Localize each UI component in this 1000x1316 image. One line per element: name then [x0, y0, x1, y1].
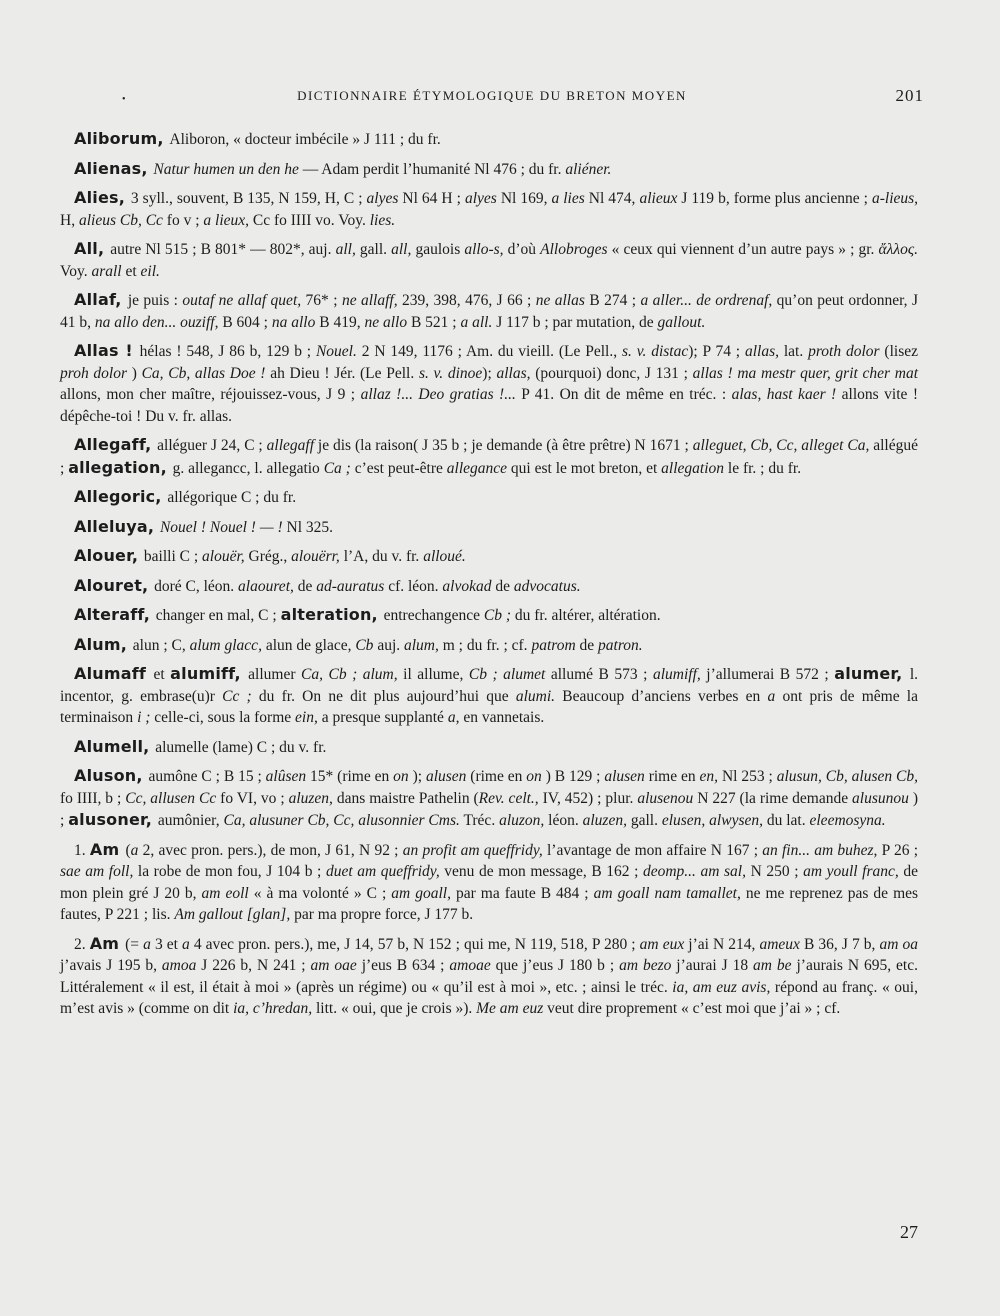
- entry-text: hélas ! 548, J 86 b, 129 b ;: [139, 343, 316, 360]
- entry-alum: [60, 634, 918, 657]
- italic-text: sae am foll,: [60, 863, 134, 880]
- entry-text: J 117 b ; par mutation, de: [492, 313, 658, 331]
- entry-text: ah Dieu ! Jér. (Le Pell.: [265, 364, 419, 382]
- entry-text: J 119 b, forme plus ancienne ;: [677, 190, 872, 207]
- headword: Am: [89, 839, 126, 859]
- italic-text: am goall nam tamallet,: [593, 884, 741, 902]
- italic-text: gallout.: [657, 313, 706, 331]
- entry-text: par ma faute B 484 ;: [450, 884, 594, 902]
- entry-text: aumône C ; B 15 ;: [148, 768, 266, 785]
- italic-text: allegation: [661, 459, 725, 477]
- entry-text: répond au franç. « oui, m’est avis » (comme on dit: [60, 978, 918, 1017]
- dictionary-body: [60, 128, 918, 1027]
- entry-text: changer en mal, C ;: [155, 607, 281, 624]
- italic-text: ameux: [759, 935, 800, 953]
- entry-text: a presque supplanté: [317, 709, 448, 726]
- italic-text: Cb ;: [483, 607, 512, 624]
- entry-text: rime en: [644, 768, 700, 785]
- italic-text: Cc ;: [222, 687, 252, 705]
- italic-text: Am gallout [glan],: [174, 906, 291, 923]
- italic-text: allas,: [744, 343, 779, 360]
- italic-text: ne allo: [364, 313, 408, 331]
- headword: alumer,: [834, 664, 910, 683]
- entry-text: j’aurais N 695, etc. Littéralement « il est, il était à moi » (après un régime) ou « qu’il est à moi », etc. ; ainsi le tréc.: [60, 957, 918, 996]
- entry-text: litt. « oui, que je crois »).: [312, 1000, 477, 1017]
- entry-text: je dis (la raison( J 35 b ; je demande (à être prêtre) N 1671 ;: [314, 437, 693, 454]
- entry-text: 1.: [74, 841, 90, 859]
- italic-text: ein,: [295, 709, 318, 726]
- headword: Alumell,: [74, 736, 156, 756]
- entry-text: celle-ci, sous la forme: [150, 709, 296, 726]
- entry-text: allégorique C ; du fr.: [167, 489, 297, 506]
- italic-text: a: [143, 935, 151, 953]
- italic-text: duet am queffridy,: [325, 863, 440, 880]
- italic-text: Cb ; alumet: [468, 666, 546, 683]
- entry-text: veut dire proprement « c’est moi que j’ai » ; cf.: [543, 1000, 841, 1017]
- headword: Alleluya,: [74, 516, 160, 536]
- entry-text: );: [408, 768, 426, 785]
- entry-text: allégué ;: [60, 437, 918, 477]
- italic-text: a: [182, 935, 190, 953]
- italic-text: s. v. dinoe: [418, 364, 483, 382]
- entry-text: du fr. altérer, altération.: [511, 607, 661, 624]
- entry-text: ): [127, 364, 142, 382]
- italic-text: aluzen,: [582, 812, 627, 829]
- italic-text: na allo: [271, 313, 316, 331]
- entry-text: aumônier,: [157, 812, 224, 829]
- italic-text: alumi.: [515, 687, 556, 705]
- entry-text: gaulois: [411, 241, 465, 258]
- headword: Aluson,: [74, 766, 149, 785]
- italic-text: a all.: [460, 313, 493, 331]
- headword: Alum,: [74, 634, 133, 654]
- entry-allas: [60, 340, 918, 427]
- headword: allegation,: [68, 457, 173, 477]
- italic-text: a lieux,: [203, 211, 250, 229]
- italic-text: alum,: [404, 636, 439, 654]
- headword: Allegaff,: [74, 435, 158, 454]
- italic-text: Rev. celt.,: [478, 789, 539, 807]
- italic-text: a aller... de ordrenaf,: [640, 292, 773, 309]
- italic-text: aliéner.: [565, 160, 612, 178]
- entry-text: gall.: [355, 241, 392, 258]
- entry-text: alun ; C,: [132, 636, 190, 654]
- entry-text: 2.: [74, 935, 90, 953]
- italic-text: allegaff: [266, 437, 314, 454]
- headword: Allaf,: [74, 290, 128, 309]
- italic-text: eil.: [140, 262, 160, 280]
- italic-text: Ca, Cb ; alum,: [301, 666, 398, 683]
- italic-text: a: [767, 687, 776, 705]
- entry-text: qui est le mot breton, et: [507, 459, 662, 477]
- entry-all: [60, 238, 918, 282]
- entry-text: d’où: [503, 241, 541, 258]
- italic-text: allegance: [446, 459, 508, 477]
- entry-text: que j’eus J 180 b ;: [490, 957, 620, 974]
- entry-text: (lisez: [879, 343, 918, 360]
- entry-text: ont pris de même la terminaison: [60, 687, 918, 726]
- entry-alleluya: [60, 516, 918, 539]
- italic-text: alyes: [366, 190, 399, 207]
- italic-text: am eux: [639, 935, 685, 953]
- italic-text: am oae: [310, 957, 357, 974]
- italic-text: alusen: [604, 768, 645, 785]
- italic-text: alumiff,: [652, 666, 701, 683]
- entry-aliborum: [60, 128, 918, 151]
- header-dot: •: [122, 94, 128, 105]
- entry-text: de: [575, 636, 599, 654]
- entry-text: allumer: [248, 666, 301, 683]
- entry-am2: [60, 933, 918, 1020]
- italic-text: an fin... am buhez,: [762, 841, 878, 859]
- entry-text: la robe de mon fou, J 104 b ;: [133, 863, 326, 880]
- entry-text: B 604 ;: [218, 313, 272, 331]
- italic-text: Nouel.: [315, 343, 357, 360]
- entry-text: P 26 ;: [877, 841, 918, 859]
- entry-text: B 36, J 7 b,: [799, 935, 880, 953]
- italic-text: Natur humen un den he: [153, 160, 299, 178]
- italic-text: on: [526, 768, 542, 785]
- italic-text: i ;: [137, 709, 151, 726]
- entry-text: Nl 253 ;: [718, 768, 777, 785]
- italic-text: elusen, alwysen,: [661, 812, 763, 829]
- italic-text: Nouel ! Nouel ! — !: [159, 518, 283, 536]
- italic-text: alusun, Cb, alusen Cb,: [776, 768, 918, 785]
- italic-text: ia, c’hredan,: [233, 1000, 313, 1017]
- entry-text: (=: [125, 935, 144, 953]
- entry-text: 15* (rime en: [306, 768, 394, 785]
- entry-text: 3 syll., souvent, B 135, N 159, H, C ;: [130, 190, 367, 207]
- entry-text: B 419,: [315, 313, 365, 331]
- entry-text: venu de mon message, B 162 ;: [439, 863, 643, 880]
- entry-allaf: [60, 289, 918, 333]
- headword: alumiff,: [170, 664, 249, 683]
- entry-text: ) B 129 ;: [541, 768, 605, 785]
- entry-text: du fr. On ne dit plus aujourd’hui que: [251, 687, 516, 705]
- entry-text: le fr. ; du fr.: [724, 459, 802, 477]
- italic-text: amoa: [161, 957, 197, 974]
- italic-text: on: [393, 768, 409, 785]
- italic-text: alieus Cb, Cc: [78, 211, 163, 229]
- running-title: DICTIONNAIRE ÉTYMOLOGIQUE DU BRETON MOYEN: [297, 88, 687, 103]
- entry-text: H,: [60, 211, 79, 229]
- entry-text: j’ai N 214,: [684, 935, 760, 953]
- headword: Am: [89, 933, 126, 953]
- entry-text: alumelle (lame) C ; du v. fr.: [155, 738, 327, 756]
- running-header: [60, 86, 924, 110]
- italic-text: all,: [391, 241, 412, 258]
- italic-text: deomp... am sal,: [642, 863, 746, 880]
- entry-text: 76* ;: [301, 292, 342, 309]
- entry-text: fo VI, vo ;: [216, 789, 289, 807]
- headword: Alouret,: [74, 575, 155, 595]
- entry-alumaff: [60, 663, 918, 729]
- italic-text: allo-s,: [464, 241, 504, 258]
- page-number: 201: [895, 86, 924, 105]
- entry-text: 4 avec pron. pers.), me, J 14, 57 b, N 152 ; qui me, N 119, 518, P 280 ;: [189, 935, 640, 953]
- entry-text: Voy.: [60, 262, 92, 280]
- entry-text: 2 N 149, 1176 ; Am. du vieill. (Le Pell.,: [356, 343, 622, 360]
- entry-text: j’allumerai B 572 ;: [700, 666, 835, 683]
- entry-alouret: [60, 575, 918, 598]
- entry-text: Nl 325.: [282, 518, 334, 536]
- entry-text: l’A, du v. fr.: [339, 548, 424, 565]
- headword: Allegoric,: [74, 487, 168, 506]
- entry-text: (pourquoi) donc, J 131 ;: [530, 364, 693, 382]
- entry-text: ne me reprenez pas de mes fautes, P 221 ; lis.: [60, 884, 919, 923]
- entry-text: Cc fo IIII vo. Voy.: [249, 211, 370, 229]
- entry-text: 3 et: [150, 935, 183, 953]
- italic-text: Me am euz: [476, 1000, 544, 1017]
- entry-text: doré C, léon.: [154, 577, 239, 595]
- italic-text: ne allas: [535, 292, 585, 309]
- entry-text: léon.: [544, 812, 583, 829]
- entry-text: alun de glace,: [261, 636, 356, 654]
- italic-text: alouërr,: [291, 548, 340, 565]
- italic-text: alusenou: [637, 789, 694, 807]
- entry-text: N 227 (la rime demande: [693, 789, 853, 807]
- entry-text: et: [121, 262, 141, 280]
- italic-text: Ca ;: [323, 459, 351, 477]
- entry-text: lat.: [779, 343, 809, 360]
- entry-allegoric: [60, 486, 918, 509]
- entry-text: J 226 b, N 241 ;: [196, 957, 311, 974]
- entry-text: ) ;: [60, 789, 918, 829]
- italic-text: all,: [335, 241, 356, 258]
- entry-text: IV, 452) ; plur.: [538, 789, 638, 807]
- entry-text: Tréc.: [459, 812, 500, 829]
- headword: Allas !: [74, 341, 140, 360]
- entry-text: du lat.: [763, 812, 810, 829]
- entry-text: g. allegancc, l. allegatio: [172, 459, 324, 477]
- italic-text: alyes: [464, 190, 497, 207]
- italic-text: an profit am queffridy,: [402, 841, 543, 859]
- italic-text: patron.: [598, 636, 643, 654]
- italic-text: allaz !... Deo gratias !...: [360, 386, 516, 403]
- entry-text: — Adam perdit l’humanité Nl 476 ; du fr.: [298, 160, 566, 178]
- italic-text: advocatus.: [513, 577, 581, 595]
- entry-text: 2, avec pron. pers.), de mon, J 61, N 92 ;: [138, 841, 403, 859]
- italic-text: ἄλλος.: [878, 241, 918, 258]
- entry-text: allons vite ! dépêche-toi ! Du v. fr. allas.: [60, 386, 918, 425]
- italic-text: arall: [91, 262, 122, 280]
- entry-allegaff: [60, 434, 918, 479]
- italic-text: lies.: [369, 211, 396, 229]
- italic-text: a: [130, 841, 139, 859]
- italic-text: ia, am euz avis,: [672, 978, 771, 996]
- entry-text: et: [153, 666, 171, 683]
- italic-text: alûsen: [265, 768, 307, 785]
- italic-text: ad-auratus: [316, 577, 385, 595]
- entry-text: j’aurai J 18: [671, 957, 754, 974]
- italic-text: eleemosyna.: [809, 812, 886, 829]
- italic-text: s. v. distac: [621, 343, 689, 360]
- entry-text: de: [491, 577, 514, 595]
- entry-text: Nl 169,: [496, 190, 552, 207]
- italic-text: am bezo: [619, 957, 672, 974]
- entry-text: Beaucoup d’anciens verbes en: [555, 687, 768, 705]
- entry-text: fo v ;: [162, 211, 204, 229]
- entry-text: cf. léon.: [384, 577, 443, 595]
- italic-text: am oa: [879, 935, 919, 953]
- italic-text: alouër,: [202, 548, 245, 565]
- italic-text: allas,: [496, 364, 531, 382]
- entry-text: autre Nl 515 ; B 801* — 802*, auj.: [110, 241, 336, 258]
- italic-text: a lies: [551, 190, 585, 207]
- entry-am1: [60, 839, 918, 926]
- entry-text: Nl 64 H ;: [398, 190, 465, 207]
- entry-text: l. incentor, g. embrase(u)r: [60, 666, 919, 705]
- entry-text: bailli C ;: [143, 548, 203, 565]
- italic-text: alleguet, Cb, Cc, alleget Ca,: [692, 437, 870, 454]
- entry-text: de mon plein gré J 20 b,: [60, 863, 918, 902]
- entry-text: Grég.,: [244, 548, 292, 565]
- headword: Alies,: [74, 188, 131, 207]
- italic-text: Ca, Cb, allas Doe !: [141, 364, 266, 382]
- entry-text: 239, 398, 476, J 66 ;: [397, 292, 536, 309]
- italic-text: alum glacc,: [189, 636, 262, 654]
- italic-text: na allo den... ouziff,: [94, 313, 219, 331]
- entry-text: il allume,: [397, 666, 469, 683]
- entry-text: je puis :: [127, 292, 183, 309]
- italic-text: proth dolor: [808, 343, 880, 360]
- italic-text: alaouret,: [238, 577, 294, 595]
- headword: Aliborum,: [74, 129, 170, 148]
- italic-text: am goall,: [391, 884, 451, 902]
- entry-text: allumé B 573 ;: [545, 666, 653, 683]
- entry-alumell: [60, 736, 918, 759]
- entry-text: l’avantage de mon affaire N 167 ;: [542, 841, 763, 859]
- entry-text: B 521 ;: [407, 313, 461, 331]
- headword: All,: [74, 239, 111, 258]
- entry-text: (: [125, 841, 131, 859]
- entry-text: Nl 474,: [584, 190, 640, 207]
- entry-alouer: [60, 545, 918, 568]
- entry-text: j’eus B 634 ;: [356, 957, 450, 974]
- italic-text: a,: [447, 709, 460, 726]
- italic-text: ne allaff,: [341, 292, 398, 309]
- italic-text: proh dolor: [60, 364, 128, 382]
- entry-text: « ceux qui viennent d’un autre pays » ; gr.: [607, 241, 879, 258]
- entry-text: ); P 74 ;: [688, 343, 745, 360]
- headword: Alumaff: [74, 664, 154, 683]
- entry-text: );: [482, 364, 497, 382]
- entry-text: (rime en: [466, 768, 527, 785]
- italic-text: aluzon,: [499, 812, 545, 829]
- entry-text: B 274 ;: [584, 292, 641, 309]
- entry-text: de: [293, 577, 317, 595]
- italic-text: amoae: [449, 957, 491, 974]
- entry-text: dans maistre Pathelin (: [332, 789, 479, 807]
- entry-alteraff: [60, 604, 918, 627]
- italic-text: alas, hast kaer !: [731, 386, 837, 403]
- entry-text: c’est peut-être: [350, 459, 447, 477]
- italic-text: aluzen,: [288, 789, 333, 807]
- entry-text: alléguer J 24, C ;: [157, 437, 267, 454]
- italic-text: Cc, allusen Cc: [125, 789, 217, 807]
- headword: alteration,: [280, 605, 384, 624]
- entry-text: allons, mon cher maître, réjouissez-vous, J 9 ;: [60, 386, 361, 403]
- italic-text: en,: [699, 768, 719, 785]
- italic-text: Ca, alusuner Cb, Cc, alusonnier Cms.: [223, 812, 460, 829]
- italic-text: alusunou: [852, 789, 909, 807]
- italic-text: alvokad: [442, 577, 492, 595]
- entry-text: qu’on peut ordonner, J 41 b,: [60, 292, 918, 331]
- entry-text: Aliboron, « docteur imbécile » J 111 ; du fr.: [169, 131, 441, 148]
- entry-text: par ma propre force, J 177 b.: [290, 906, 474, 923]
- entry-text: entrechangence: [383, 607, 484, 624]
- italic-text: alieux: [639, 190, 678, 207]
- headword: Alteraff,: [74, 605, 156, 624]
- entry-text: gall.: [626, 812, 662, 829]
- entry-alies: [60, 187, 918, 231]
- entry-text: auj.: [373, 636, 404, 654]
- italic-text: allas ! ma mestr quer, grit cher mat: [692, 364, 919, 382]
- headword: alusoner,: [68, 810, 158, 829]
- italic-text: am youll franc,: [803, 863, 899, 880]
- entry-alienas: [60, 158, 918, 181]
- entry-text: « à ma volonté » C ;: [248, 884, 392, 902]
- entry-text: N 250 ;: [746, 863, 804, 880]
- entry-aluson: [60, 765, 918, 832]
- headword: Alienas,: [74, 158, 154, 178]
- italic-text: patrom: [531, 636, 576, 654]
- italic-text: alusen: [425, 768, 467, 785]
- italic-text: outaf ne allaf quet,: [182, 292, 302, 309]
- signature-mark: 27: [900, 1222, 918, 1242]
- italic-text: alloué.: [423, 548, 466, 565]
- entry-text: m ; du fr. ; cf.: [438, 636, 532, 654]
- entry-text: fo IIII, b ;: [60, 789, 126, 807]
- italic-text: a-lieus,: [871, 190, 919, 207]
- italic-text: am eoll: [201, 884, 249, 902]
- headword: Alouer,: [74, 546, 144, 565]
- entry-text: en vannetais.: [459, 709, 545, 726]
- entry-text: j’avais J 195 b,: [60, 957, 162, 974]
- italic-text: am be: [753, 957, 792, 974]
- italic-text: Allobroges: [540, 241, 608, 258]
- entry-text: P 41. On dit de même en tréc. :: [515, 386, 732, 403]
- italic-text: Cb: [355, 636, 374, 654]
